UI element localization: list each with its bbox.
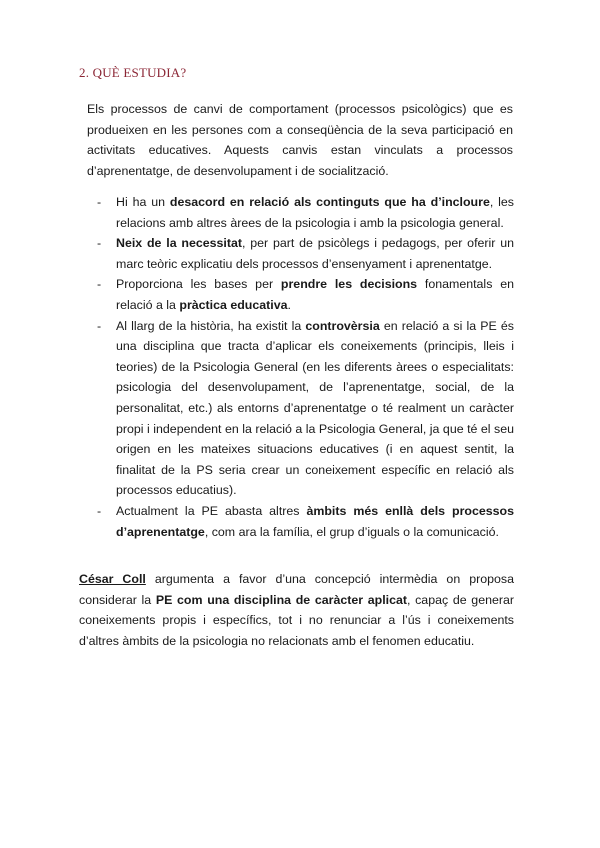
item-text: , les relacions amb altres àrees de la psicologia i amb la psicologia general. — [116, 195, 515, 230]
bullet-dash: - — [97, 277, 102, 292]
list-item — [97, 501, 514, 542]
item-text: , com ara la família, el grup d’iguals o la comunicació. — [204, 524, 499, 539]
item-bold: prendre les decisions — [280, 277, 418, 292]
item-bold: desacord en relació als continguts que ha d’incloure — [169, 195, 490, 209]
item-text: Hi ha un — [116, 195, 170, 209]
item-text: fonamentals en relació a la — [116, 277, 514, 312]
item-text: , per part de psicòlegs i pedagogs, per oferir un marc teòric explicatiu dels processos d’ensenyament i aprenentatge. — [116, 236, 515, 271]
list-item — [97, 274, 514, 315]
item-text: . — [287, 297, 291, 312]
item-bold: àmbits més enllà dels processos d’aprenentatge — [116, 503, 514, 539]
bullet-dash: - — [97, 195, 102, 209]
item-bold: Neix de la necessitat — [116, 236, 243, 251]
item-bold: controvèrsia — [305, 318, 380, 333]
closing-paragraph — [79, 569, 514, 651]
item-text: Al llarg de la història, ha existit la — [116, 318, 306, 333]
item-bold: pràctica educativa — [179, 297, 288, 312]
bullet-dash: - — [97, 236, 102, 251]
author-name: César Coll — [79, 572, 146, 586]
section-heading: 2. QUÈ ESTUDIA? — [79, 65, 187, 80]
bullet-dash: - — [97, 503, 102, 518]
list-item — [97, 316, 514, 501]
closing-text: , capaç de generar coneixements propis i específics, tot i no renunciar a l’ús i coneixements d’altres àmbits de la psicologia no relacionats amb el fenomen educatiu. — [79, 592, 515, 648]
bullet-list — [97, 192, 514, 542]
closing-text: argumenta a favor d’una concepció intermèdia on proposa considerar la — [79, 572, 514, 607]
list-item — [97, 192, 514, 233]
item-text: Proporciona les bases per — [116, 277, 281, 292]
list-item — [97, 233, 514, 274]
closing-bold: PE com una disciplina de caràcter aplicat — [155, 592, 407, 607]
bullet-dash: - — [97, 318, 102, 333]
intro-paragraph: Els processos de canvi de comportament (processos psicològics) que es produeixen en les persones com a conseqüència de la seva participació en activitats educatives. Aquests canvis estan vinculats a processos d’aprenentatge, de desenvolupament i de socialització. — [87, 102, 513, 178]
item-text: Actualment la PE abasta altres — [116, 503, 307, 518]
item-text: en relació a si la PE és una disciplina que tracta d’aplicar els coneixements (principis, lleis i teories) de la Psicologia General (en les diferents àrees o especialitats: psicologia del desenvolupament, de l’aprenentatge, social, de la personalitat, etc.) als entorns d’aprenentatge o té realment un caràcter propi i independent en la relació a la Psicologia General, ja que té el seu origen en les mateixes situacions educatives (i en aquest sentit, la finalitat de la PS seria crear un coneixement específic en relació als processos educatius). — [116, 318, 514, 498]
